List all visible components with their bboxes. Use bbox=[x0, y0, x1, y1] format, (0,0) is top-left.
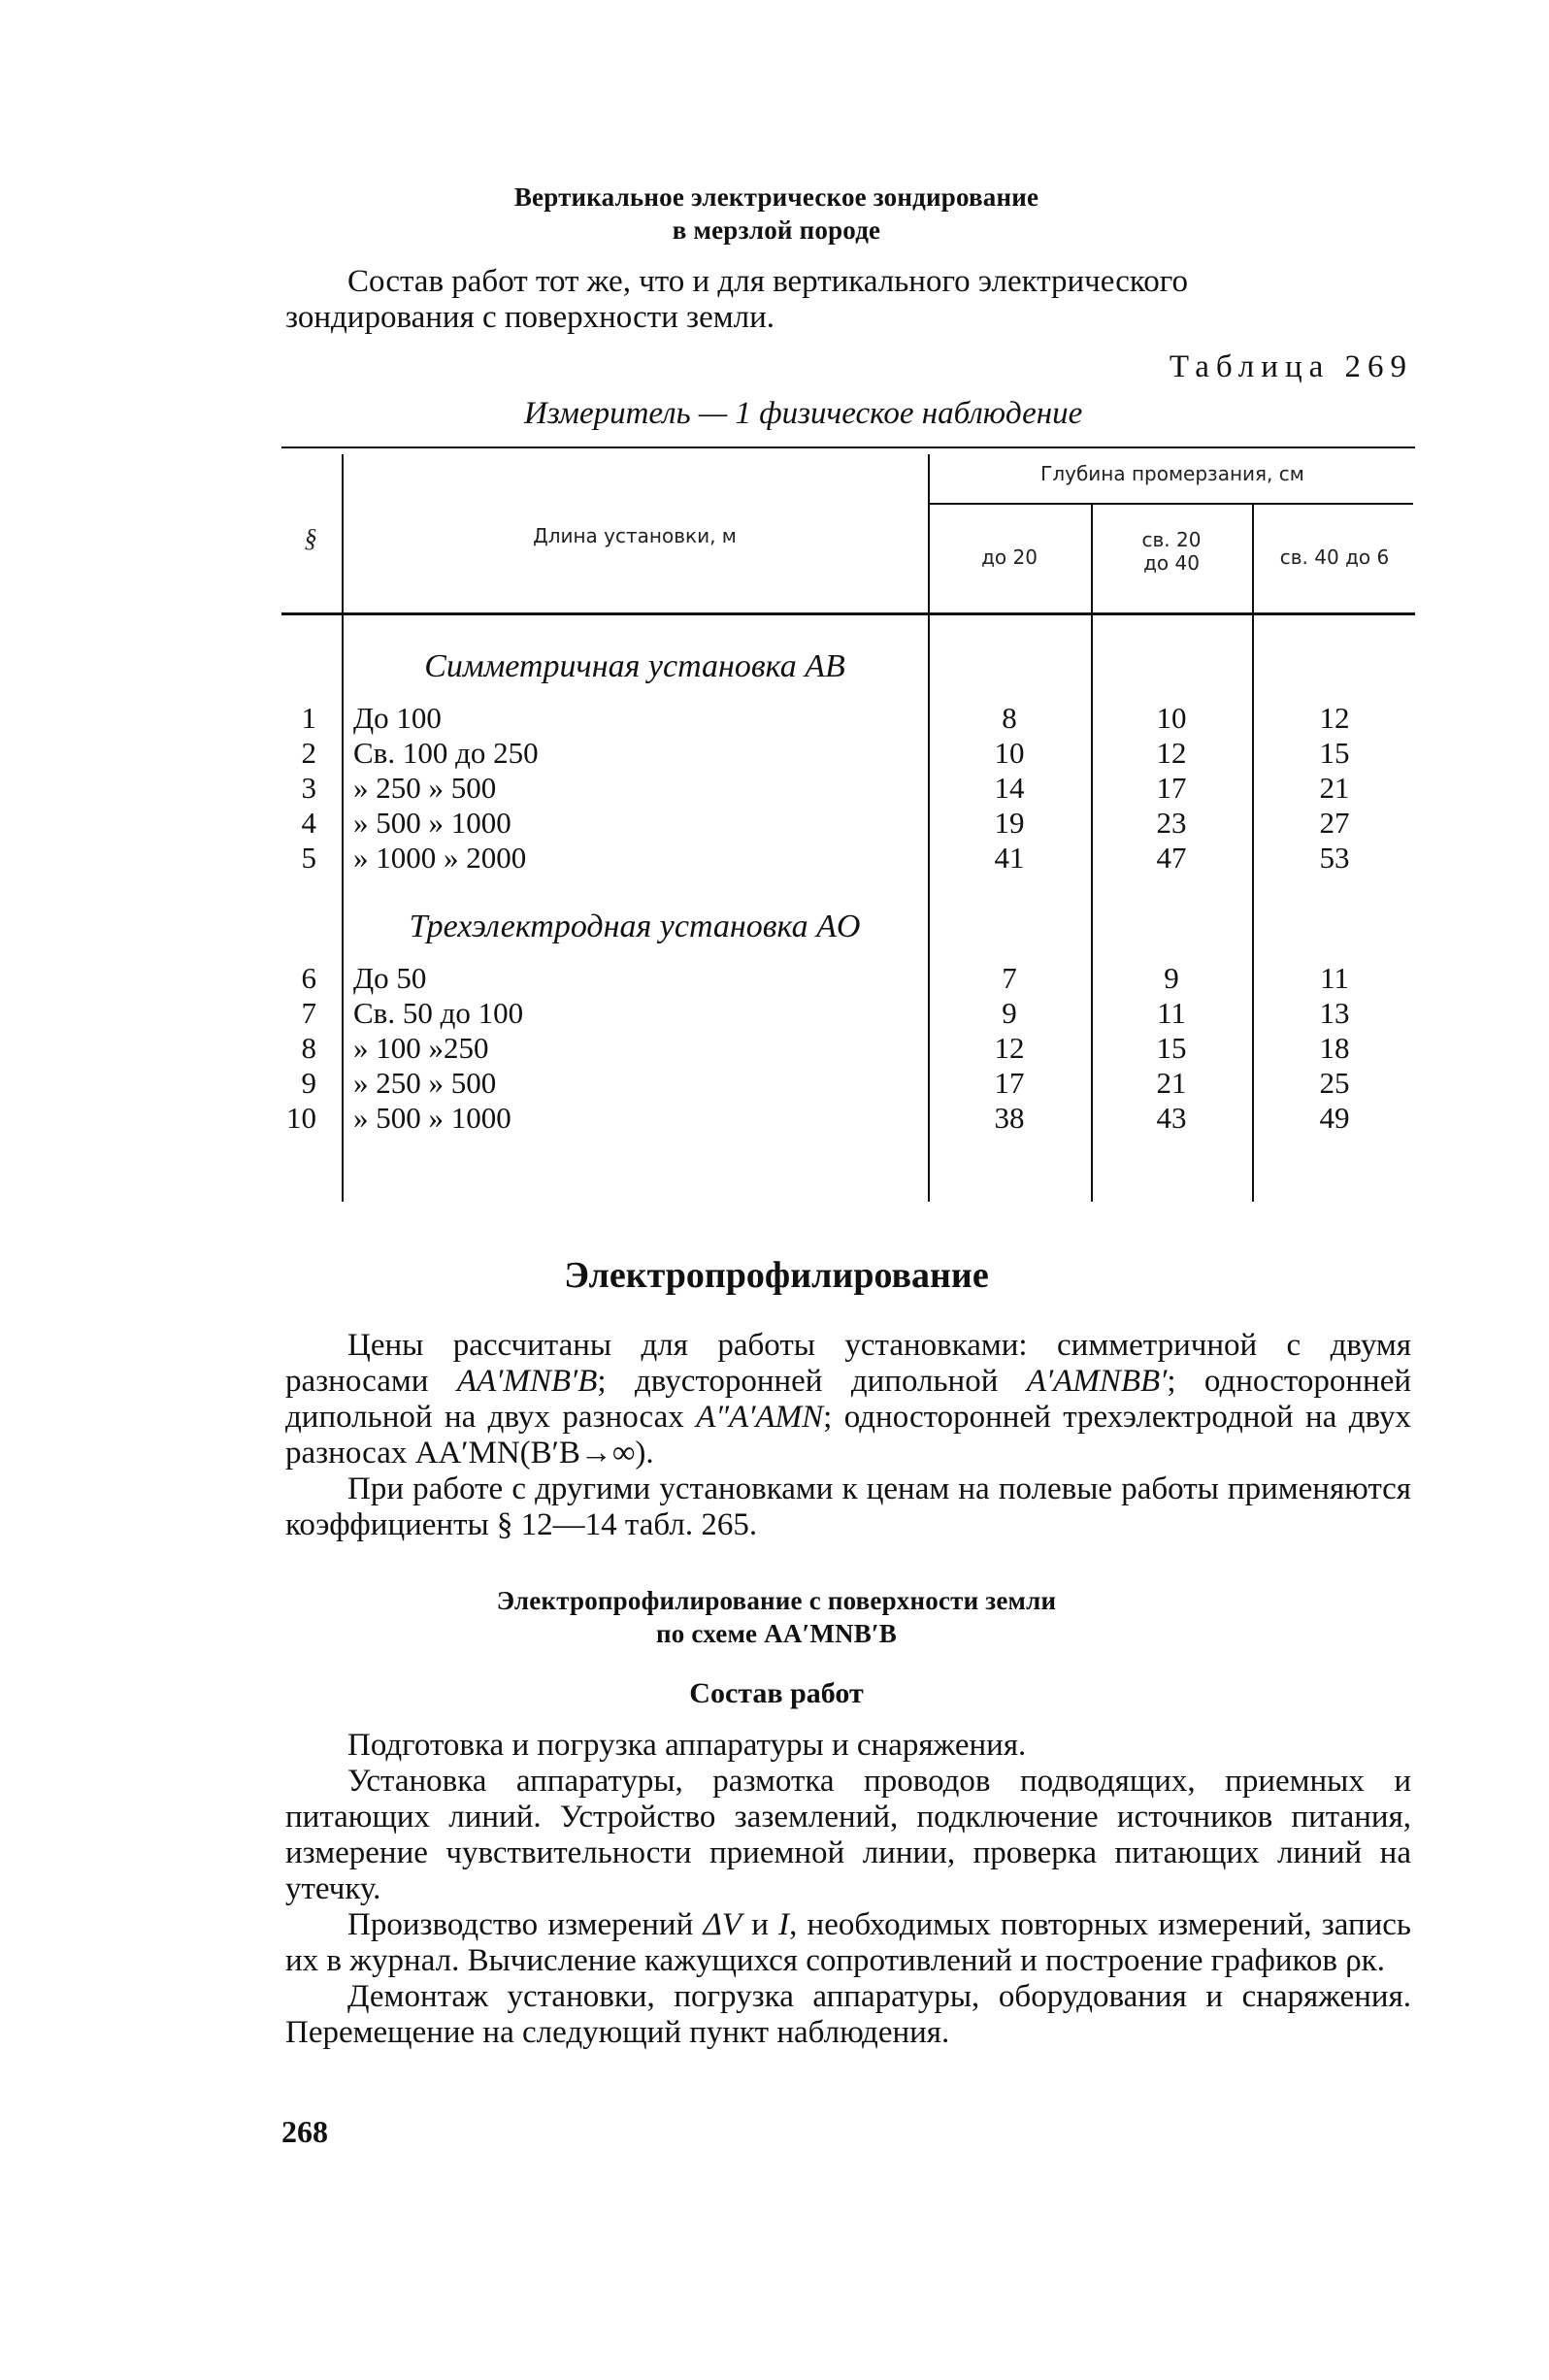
text-run: ; двусторонней дипольной bbox=[597, 1364, 1027, 1399]
table-cell-v2: 10 bbox=[1156, 701, 1187, 735]
table-cell-length: » 500 » 1000 bbox=[353, 806, 511, 840]
section-title-line: Электропрофилирование с поверхности земли bbox=[496, 1586, 1057, 1615]
table-cell-v3: 21 bbox=[1319, 771, 1350, 805]
table-cell-v2: 21 bbox=[1156, 1066, 1187, 1100]
table-cell-v3: 12 bbox=[1319, 701, 1350, 735]
table-cell-v2: 47 bbox=[1156, 841, 1187, 875]
section-title bbox=[281, 181, 1271, 247]
text-run: и bbox=[742, 1907, 779, 1942]
table-cell-length: До 100 bbox=[353, 701, 442, 735]
table-cell-num: 9 bbox=[301, 1066, 316, 1100]
table-cell-v2: 15 bbox=[1156, 1031, 1187, 1065]
table-cell-length: До 50 bbox=[353, 961, 427, 995]
group-title: Трехэлектродная установка AO bbox=[409, 909, 861, 944]
header-col2-line: св. 20 bbox=[1141, 528, 1202, 551]
table-cell-length: » 250 » 500 bbox=[353, 771, 497, 805]
table-cell-v2: 17 bbox=[1156, 771, 1187, 805]
section-body bbox=[285, 1328, 1411, 1543]
table-label: Таблица 269 bbox=[1169, 349, 1413, 384]
header-num: § bbox=[304, 524, 317, 552]
section-body bbox=[285, 1728, 1411, 2051]
section-subtitle: Состав работ bbox=[689, 1677, 864, 1709]
header-col3: св. 40 до 6 bbox=[1279, 545, 1390, 569]
table-cell-v1: 19 bbox=[994, 806, 1025, 840]
table-cell-v2: 43 bbox=[1156, 1101, 1187, 1135]
table-cell-v1: 9 bbox=[1002, 996, 1017, 1030]
text-run: Цены рассчитаны для работы установками: симметричной с двумя разносами bbox=[285, 1328, 1411, 1399]
paragraph bbox=[285, 1907, 1411, 1979]
section-title bbox=[281, 1584, 1271, 1650]
table-cell-length: » 1000 » 2000 bbox=[353, 841, 527, 875]
table-cell-v3: 13 bbox=[1319, 996, 1350, 1030]
header-col2 bbox=[1093, 528, 1250, 575]
table-cell-v1: 10 bbox=[994, 736, 1025, 770]
table-cell-length: » 250 » 500 bbox=[353, 1066, 497, 1100]
text-run: ; односторонней трехэлектродной на двух разносах AA′MN(B′B→∞). bbox=[285, 1400, 1411, 1471]
table-cell-v1: 12 bbox=[994, 1031, 1025, 1065]
text-run: ; односторонней дипольной на двух разносах bbox=[285, 1364, 1412, 1435]
table-col-rule bbox=[342, 454, 344, 1202]
paragraph bbox=[285, 1328, 1411, 1471]
group-title: Симметричная установка AB bbox=[424, 648, 845, 684]
table-cell-num: 10 bbox=[286, 1101, 316, 1135]
table-cell-v1: 8 bbox=[1002, 701, 1017, 735]
section-title-line: по схеме AA′MNB′B bbox=[656, 1619, 897, 1648]
table-cell-v3: 49 bbox=[1319, 1101, 1350, 1135]
table-cell-v3: 11 bbox=[1320, 961, 1349, 995]
intro-line: зондирования с поверхности земли. bbox=[285, 300, 774, 335]
table-rule-top bbox=[281, 446, 1415, 448]
table-cell-v1: 17 bbox=[994, 1066, 1025, 1100]
header-col1: до 20 bbox=[981, 545, 1038, 569]
text-run: A″A′AMN bbox=[696, 1400, 824, 1435]
table-cell-v3: 15 bbox=[1319, 736, 1350, 770]
table-cell-num: 1 bbox=[301, 701, 316, 735]
text-run: AA′MNB′B bbox=[456, 1364, 598, 1399]
table-rule-header-bottom bbox=[281, 612, 1415, 615]
table-cell-v1: 41 bbox=[994, 841, 1025, 875]
table-cell-num: 5 bbox=[301, 841, 316, 875]
table-cell-v3: 25 bbox=[1319, 1066, 1350, 1100]
section-intro bbox=[285, 264, 1411, 336]
table-cell-num: 4 bbox=[301, 806, 316, 840]
table-cell-v1: 14 bbox=[994, 771, 1025, 805]
table-cell-length: Св. 100 до 250 bbox=[353, 736, 539, 770]
data-table bbox=[281, 446, 1417, 1194]
table-cell-num: 7 bbox=[301, 996, 316, 1030]
header-length: Длина установки, м bbox=[533, 524, 737, 547]
header-depth-group: Глубина промерзания, см bbox=[1040, 462, 1304, 485]
table-cell-num: 8 bbox=[301, 1031, 316, 1065]
table-cell-v3: 53 bbox=[1319, 841, 1350, 875]
table-cell-num: 3 bbox=[301, 771, 316, 805]
text-run: I bbox=[778, 1907, 790, 1942]
table-cell-length: » 100 »250 bbox=[353, 1031, 489, 1065]
intro-line: Состав работ тот же, что и для вертикального электрического bbox=[347, 264, 1188, 299]
table-cell-v2: 12 bbox=[1156, 736, 1187, 770]
text-run: A′AMNBB′ bbox=[1026, 1364, 1168, 1399]
table-cell-v2: 9 bbox=[1164, 961, 1179, 995]
paragraph: При работе с другими установками к ценам на полевые работы применяются коэффициенты § 12—14 табл. 265. bbox=[285, 1471, 1411, 1542]
table-cell-length: » 500 » 1000 bbox=[353, 1101, 511, 1135]
table-cell-length: Св. 50 до 100 bbox=[353, 996, 524, 1030]
table-cell-v3: 27 bbox=[1319, 806, 1350, 840]
table-measure: Измеритель — 1 физическое наблюдение bbox=[524, 396, 1083, 431]
section-title: Электропрофилирование bbox=[564, 1255, 989, 1296]
table-cell-num: 2 bbox=[301, 736, 316, 770]
text-run: , необходимых повторных измерений, запись их в журнал. Вычисление кажущихся сопротивлений и построение графиков ρк. bbox=[285, 1907, 1411, 1978]
table-cell-v3: 18 bbox=[1319, 1031, 1350, 1065]
section-title-line: в мерзлой породе bbox=[672, 215, 881, 245]
table-cell-v2: 23 bbox=[1156, 806, 1187, 840]
text-run: ΔV bbox=[703, 1907, 742, 1942]
table-cell-v1: 7 bbox=[1002, 961, 1017, 995]
paragraph: Подготовка и погрузка аппаратуры и снаряжения. bbox=[347, 1728, 1027, 1763]
table-cell-v2: 11 bbox=[1157, 996, 1186, 1030]
table-cell-v1: 38 bbox=[994, 1101, 1025, 1135]
table-cell-num: 6 bbox=[301, 961, 316, 995]
page-number: 268 bbox=[281, 2114, 328, 2149]
text-run: Производство измерений bbox=[347, 1907, 704, 1942]
paragraph: Демонтаж установки, погрузка аппаратуры, оборудования и снаряжения. Перемещение на следующий пункт наблюдения. bbox=[285, 1979, 1411, 2050]
table-rule-header bbox=[928, 503, 1413, 505]
header-col2-line: до 40 bbox=[1143, 551, 1200, 575]
paragraph: Установка аппаратуры, размотка проводов подводящих, приемных и питающих линий. Устройство заземлений, подключение источников питания, измерение чувствительности приемной линии, проверка питающих линий на утечку. bbox=[285, 1764, 1411, 1906]
section-title-line: Вертикальное электрическое зондирование bbox=[513, 182, 1039, 212]
